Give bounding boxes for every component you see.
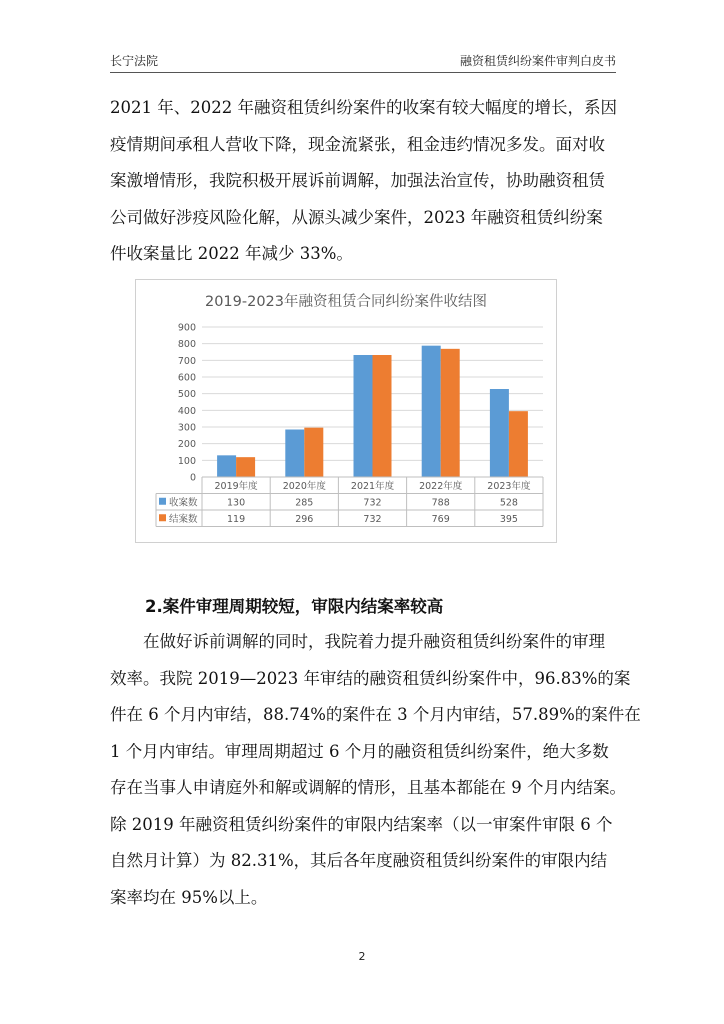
data-table-value: 285 — [295, 497, 314, 509]
bar-closed — [236, 457, 255, 477]
y-tick-label: 100 — [177, 455, 196, 467]
legend-label: 结案数 — [169, 513, 198, 525]
paragraph-line: 案率均在 95%以上。 — [110, 887, 268, 907]
chart-svg — [136, 280, 556, 542]
y-tick-label: 0 — [189, 472, 196, 484]
y-tick-label: 600 — [177, 372, 196, 384]
bar-chart — [135, 279, 557, 543]
paragraph-line: 疫情期间承租人营收下降，现金流紧张，租金违约情况多发。面对收 — [110, 134, 605, 154]
paragraph-case-intake — [110, 90, 620, 273]
paragraph-line: 件收案量比 2022 年减少 33%。 — [110, 244, 353, 263]
bar-closed — [373, 355, 392, 477]
page-number: 2 — [358, 950, 366, 963]
data-table-value: 769 — [431, 513, 450, 525]
paragraph-line: 2021 年、2022 年融资租赁纠纷案件的收案有较大幅度的增长，系因 — [110, 98, 617, 117]
data-table-value: 528 — [499, 497, 518, 509]
bar-received — [422, 346, 441, 477]
header-court-name: 长宁法院 — [110, 54, 159, 68]
bar-received — [217, 455, 236, 477]
x-category-label: 2021年度 — [350, 480, 395, 492]
bar-closed — [441, 349, 460, 477]
bar-received — [285, 430, 304, 478]
paragraph-line: 公司做好涉疫风险化解，从源头减少案件，2023 年融资租赁纠纷案 — [110, 207, 603, 227]
y-tick-label: 500 — [177, 389, 196, 401]
paragraph-line: 存在当事人申请庭外和解或调解的情形，且基本都能在 9 个月内结案。 — [110, 778, 626, 797]
bar-closed — [509, 411, 528, 477]
page-header — [110, 50, 616, 73]
x-category-label: 2019年度 — [214, 480, 258, 492]
bar-received — [490, 389, 509, 477]
y-tick-label: 700 — [177, 355, 196, 367]
legend-swatch — [159, 498, 166, 505]
data-table-value: 732 — [363, 513, 382, 525]
bar-closed — [304, 428, 323, 477]
header-document-title: 融资租赁纠纷案件审判白皮书 — [459, 54, 616, 68]
x-category-label: 2022年度 — [419, 480, 463, 492]
paragraph-line: 自然月计算）为 82.31%，其后各年度融资租赁纠纷案件的审限内结 — [110, 851, 608, 870]
y-tick-label: 200 — [177, 439, 196, 451]
x-category-label: 2023年度 — [487, 480, 531, 492]
paragraph-line: 案激增情形，我院积极开展诉前调解，加强法治宣传，协助融资租赁 — [110, 171, 605, 190]
y-tick-label: 800 — [177, 339, 196, 351]
legend-swatch — [159, 514, 166, 521]
y-tick-label: 400 — [177, 405, 196, 417]
paragraph-line: 在做好诉前调解的同时，我院着力提升融资租赁纠纷案件的审理 — [110, 632, 605, 651]
bar-received — [354, 355, 373, 477]
y-tick-label: 300 — [177, 422, 196, 434]
section-heading: 2.案件审理周期较短，审限内结案率较高 — [145, 597, 444, 616]
paragraph-line: 1 个月内审结。审理周期超过 6 个月的融资租赁纠纷案件，绝大多数 — [110, 741, 609, 761]
data-table-value: 119 — [227, 513, 246, 525]
data-table-value: 130 — [227, 497, 246, 509]
chart-title: 2019-2023年融资租赁合同纠纷案件收结图 — [204, 294, 488, 310]
legend-label: 收案数 — [169, 497, 198, 509]
paragraph-line: 除 2019 年融资租赁纠纷案件的审限内结案率（以一审案件审限 6 个 — [110, 814, 613, 834]
paragraph-line: 件在 6 个月内审结，88.74%的案件在 3 个月内审结，57.89%的案件在 — [110, 705, 641, 724]
data-table-value: 788 — [431, 497, 450, 509]
paragraph-line: 效率。我院 2019—2023 年审结的融资租赁纠纷案件中，96.83%的案 — [110, 668, 631, 688]
data-table-value: 395 — [499, 513, 518, 525]
paragraph-review-period — [110, 624, 641, 916]
x-category-label: 2020年度 — [282, 480, 326, 492]
data-table-value: 296 — [295, 513, 314, 525]
data-table-value: 732 — [363, 497, 382, 509]
y-tick-label: 900 — [177, 322, 196, 334]
